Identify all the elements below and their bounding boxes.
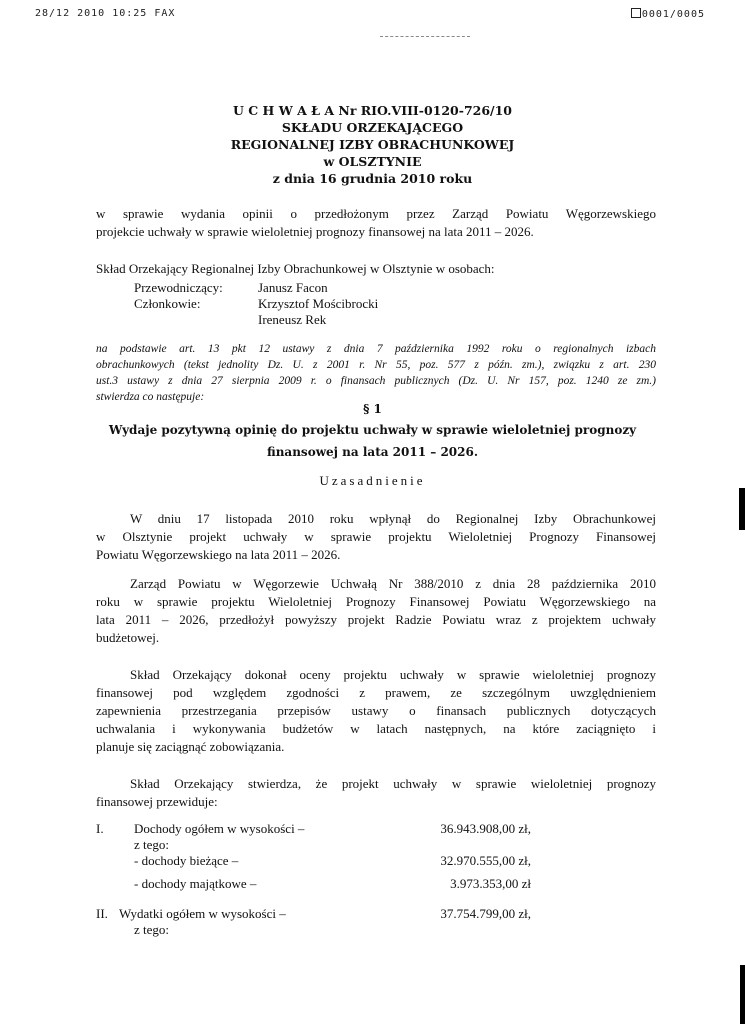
finance-amount: 36.943.908,00 zł, (440, 821, 531, 836)
fax-page-number: 0001/0005 (641, 9, 705, 20)
legal-basis (96, 341, 656, 405)
finance-item-number: I. (96, 821, 104, 836)
issuing-body-line1: SKŁADU ORZEKAJĄCEGO (281, 120, 464, 135)
fax-page-counter (631, 8, 705, 20)
fax-timestamp: 28/12 2010 10:25 FAX (35, 8, 176, 19)
fax-page-icon (631, 8, 641, 18)
member-name: Krzysztof Mościbrocki (258, 296, 379, 311)
members-label: Członkowie: (134, 296, 201, 311)
justification-paragraph-4 (96, 775, 656, 811)
finance-amount: 37.754.799,00 zł, (440, 906, 531, 921)
scan-edge-mark (739, 488, 745, 530)
paragraph-line: finansowej pod względem zgodności z prawem, ze szczególnym uwzględnieniem (96, 685, 656, 700)
legal-basis-line: obrachunkowych (tekst jednolity Dz. U. z 2001 r. Nr 55, poz. 577 z późn. zm.), związku z art. 230 (96, 359, 656, 371)
finance-amount: 3.973.353,00 zł (450, 876, 531, 891)
member-name: Ireneusz Rek (258, 312, 327, 327)
finance-label: Dochody ogółem w wysokości – (134, 821, 305, 836)
subject-line: projekcie uchwały w sprawie wieloletniej prognozy finansowej na lata 2011 – 2026. (96, 224, 534, 239)
finance-item-number: II. (96, 906, 108, 921)
composition-intro: Skład Orzekający Regionalnej Izby Obrachunkowej w Olsztynie w osobach: (96, 261, 495, 276)
legal-basis-line: ust.3 ustawy z dnia 27 sierpnia 2009 r. o finansach publicznych (Dz. U. Nr 157, poz. 1240 ze zm.) (96, 375, 656, 387)
section-number: § 1 (363, 402, 382, 416)
chair-name: Janusz Facon (258, 280, 328, 295)
legal-basis-line: na podstawie art. 13 pkt 12 ustawy z dnia 7 października 1992 roku o regionalnych izbach (96, 343, 656, 355)
finance-amount: 32.970.555,00 zł, (440, 853, 531, 868)
subject-line: w sprawie wydania opinii o przedłożonym przez Zarząd Powiatu Węgorzewskiego (96, 206, 656, 221)
paragraph-line: roku w sprawie projektu Wieloletniej Prognozy Finansowej Powiatu Węgorzewskiego na (96, 594, 656, 609)
legal-basis-line: stwierdza co następuje: (96, 391, 205, 403)
decision-line: finansowej na lata 2011 – 2026. (266, 445, 479, 459)
paragraph-line: Zarząd Powiatu w Węgorzewie Uchwałą Nr 388/2010 z dnia 28 października 2010 (130, 576, 656, 591)
finance-label: Wydatki ogółem w wysokości – (119, 906, 286, 921)
issuing-body-city: w OLSZTYNIE (323, 154, 422, 169)
scan-edge-mark-bottom (740, 965, 745, 1024)
finance-label: - dochody majątkowe – (134, 876, 257, 891)
justification-heading: Uzasadnienie (319, 473, 426, 488)
justification-paragraph-2 (96, 575, 656, 647)
scan-artifact-line (380, 36, 470, 37)
finance-label: - dochody bieżące – (134, 853, 239, 868)
paragraph-line: w Olsztynie projekt uchwały w sprawie projektu Wieloletniej Prognozy Finansowej (96, 529, 656, 544)
paragraph-line: Powiatu Węgorzewskiego na lata 2011 – 2026. (96, 547, 341, 562)
finance-sub-label: z tego: (134, 922, 170, 937)
paragraph-line: zapewnienia przestrzegania przepisów ustawy o finansach publicznych dotyczących (96, 703, 656, 718)
paragraph-line: finansowej przewiduje: (96, 794, 218, 809)
paragraph-line: Skład Orzekający stwierdza, że projekt uchwały w sprawie wieloletniej prognozy (130, 776, 656, 791)
resolution-heading (0, 102, 745, 187)
paragraph-line: planuje się zaciągnąć zobowiązania. (96, 739, 285, 754)
resolution-date: z dnia 16 grudnia 2010 roku (272, 171, 473, 186)
issuing-body-line2: REGIONALNEJ IZBY OBRACHUNKOWEJ (230, 137, 515, 152)
chair-label: Przewodniczący: (134, 280, 223, 295)
decision-line: Wydaje pozytywną opinię do projektu uchwały w sprawie wieloletniej prognozy (108, 423, 637, 437)
resolution-number: U C H W A Ł A Nr RIO.VIII-0120-726/10 (233, 103, 512, 118)
paragraph-line: budżetowej. (96, 630, 160, 645)
paragraph-line: Skład Orzekający dokonał oceny projektu uchwały w sprawie wieloletniej prognozy (130, 667, 656, 682)
paragraph-line: lata 2011 – 2026, przedłożył powyższy projekt Radzie Powiatu wraz z projektem uchwały (96, 612, 656, 627)
paragraph-line: W dniu 17 listopada 2010 roku wpłynął do Regionalnej Izby Obrachunkowej (130, 511, 656, 526)
finance-sub-label: z tego: (134, 837, 170, 852)
paragraph-line: uchwalania i wykonywania budżetów w latach następnych, na które zaciągnięto i (96, 721, 656, 736)
justification-paragraph-1 (96, 510, 656, 564)
justification-paragraph-3 (96, 666, 656, 756)
subject-paragraph (96, 205, 656, 241)
